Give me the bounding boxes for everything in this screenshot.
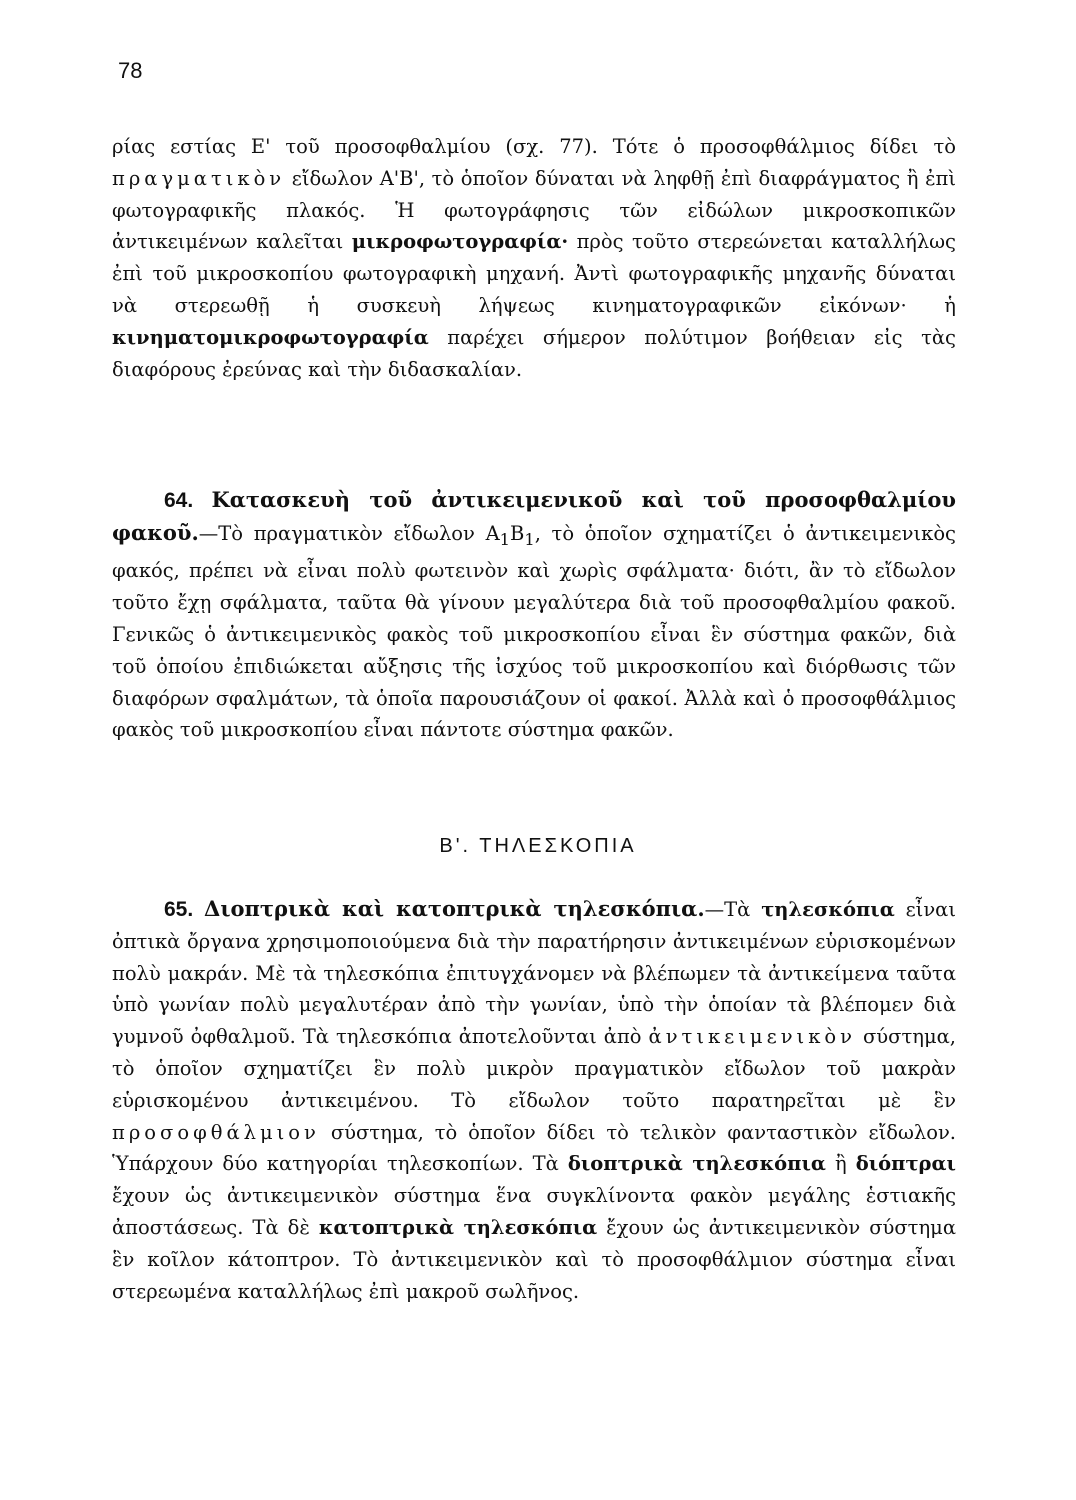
text-run: παρέχει σήμερον πολύτιμον βοήθειαν εἰς τὰς διαφόρους ἐρεύνας καὶ τὴν διδασκαλίαν.	[112, 325, 956, 381]
text-run: B	[510, 521, 525, 545]
text-run: ἔχουν ὡς ἀντικειμενικὸν σύστημα ἕνα συγκλίνοντα φακὸν μεγάλης ἑστιακῆς ἀποστάσεως. Τὰ δὲ	[112, 1184, 956, 1239]
bold-term: μικροφωτογραφία·	[351, 230, 569, 254]
text-run: —Τὸ πραγματικὸν εἴδωλον A	[198, 521, 500, 545]
bold-term: τηλεσκόπια	[761, 898, 895, 921]
section-number: 64.	[164, 489, 194, 512]
text-run: ρίας εστίας Ε' τοῦ προσοφθαλμίου (σχ. 77). Τότε ὁ προσοφθάλμιος δίδει τὸ	[112, 135, 956, 158]
section-number: 65.	[164, 898, 194, 921]
subscript: 1	[524, 529, 535, 549]
text-run: εἴδωλον Α'Β', τὸ ὁποῖον δύναται νὰ ληφθῇ ἐπὶ διαφράγματος ἢ ἐπὶ φωτογραφικῆς πλακός. Ἡ φωτογράφησις τῶν εἰδώλων μικροσκοπικῶν ἀντικειμένων καλεῖται	[112, 166, 957, 254]
spaced-term: ἀντικειμενικὸν	[648, 1025, 856, 1049]
subscript: 1	[499, 529, 510, 549]
bold-term: κατοπτρικὰ τηλεσκόπια	[318, 1215, 598, 1239]
bold-term: διόπτραι	[855, 1152, 956, 1176]
section-65	[112, 893, 956, 1307]
bold-term: κινηματομικροφωτογραφία	[112, 325, 429, 349]
text-run: εἶναι ὀπτικὰ ὄργανα χρησιμοποιούμενα διὰ τὴν παρατήρησιν ἀντικειμένων εὑρισκομένων πολὺ μακράν. Μὲ τὰ τηλεσκόπια ἐπιτυγχάνομεν νὰ βλέπωμεν τὰ ἀντικείμενα ταῦτα ὑπὸ γωνίαν πολὺ μεγαλυτέραν ἀπὸ τὴν γωνίαν, ὑπὸ τὴν ὁποίαν τὰ βλέπομεν διὰ γυμνοῦ ὀφθαλμοῦ. Τὰ τηλεσκόπια ἀποτελοῦνται ἀπὸ	[112, 898, 956, 1049]
bold-term: διοπτρικὰ τηλεσκόπια	[567, 1152, 826, 1176]
section-title: Κατασκευὴ τοῦ ἀντικειμενικοῦ καὶ τοῦ προσοφθαλμίου φακοῦ.	[112, 487, 957, 545]
section-64	[112, 484, 956, 746]
text-run: πρὸς τοῦτο στερεώνεται καταλλήλως ἐπὶ τοῦ μικροσκοπίου φωτογραφικὴ μηχανή. Ἀντὶ φωτογραφικῆς μηχανῆς δύναται νὰ στερεωθῇ ἡ συσκευὴ λήψεως κινηματογραφικῶν εἰκόνων· ἡ	[112, 230, 956, 317]
spaced-term: πραγματικὸν	[112, 166, 286, 190]
text-run: σύστημα, τὸ ὁποῖον σχηματίζει ἓν πολὺ μικρὸν πραγματικὸν εἴδωλον τοῦ μακρὰν εὑρισκομένου ἀντικειμένου. Τὸ εἴδωλον τοῦτο παρατηρεῖται μὲ ἓν	[112, 1025, 956, 1112]
text-run: ἢ	[834, 1152, 847, 1176]
text-run: —Τὰ	[704, 898, 751, 921]
text-run: σύστημα, τὸ ὁποῖον δίδει τὸ τελικὸν φανταστικὸν εἴδωλον. Ὑπάρχουν δύο κατηγορίαι τηλεσκοπίων. Τὰ	[112, 1120, 957, 1176]
chapter-heading: Β'. ΤΗΛΕΣΚΟΠΙΑ	[439, 835, 637, 857]
section-title: Διοπτρικὰ καὶ κατοπτρικὰ τηλεσκόπια.	[204, 896, 705, 921]
text-run: , τὸ ὁποῖον σχηματίζει ὁ ἀντικειμενικὸς φακός, πρέπει νὰ εἶναι πολὺ φωτεινὸν καὶ χωρὶς σφάλματα· διότι, ἂν τὸ εἴδωλον τοῦτο ἔχῃ σφάλματα, ταῦτα θὰ γίνουν μεγαλύτερα διὰ τοῦ προσοφθαλμίου φακοῦ. Γενικῶς ὁ ἀντικειμενικὸς φακὸς τοῦ μικροσκοπίου εἶναι ἓν σύστημα φακῶν, διὰ τοῦ ὁποίου ἐπιδιώκεται αὔξησις τῆς ἰσχύος τοῦ μικροσκοπίου καὶ διόρθωσις τῶν διαφόρων σφαλμάτων, τὰ ὁποῖα παρουσιάζουν οἱ φακοί. Ἀλλὰ καὶ ὁ προσοφθάλμιος φακὸς τοῦ μικροσκοπίου εἶναι πάντοτε σύστημα φακῶν.	[112, 521, 956, 742]
text-run: ἔχουν ὡς ἀντικειμενικὸν σύστημα ἓν κοῖλον κάτοπτρον. Τὸ ἀντικειμενικὸν καὶ τὸ προσοφθάλμιον σύστημα εἶναι στερεωμένα καταλλήλως ἐπὶ μακροῦ σωλῆνος.	[112, 1215, 956, 1303]
page-number: 78	[118, 58, 143, 83]
paragraph-microphotography	[112, 131, 956, 385]
spaced-term: προσοφθάλμιον	[112, 1120, 320, 1144]
